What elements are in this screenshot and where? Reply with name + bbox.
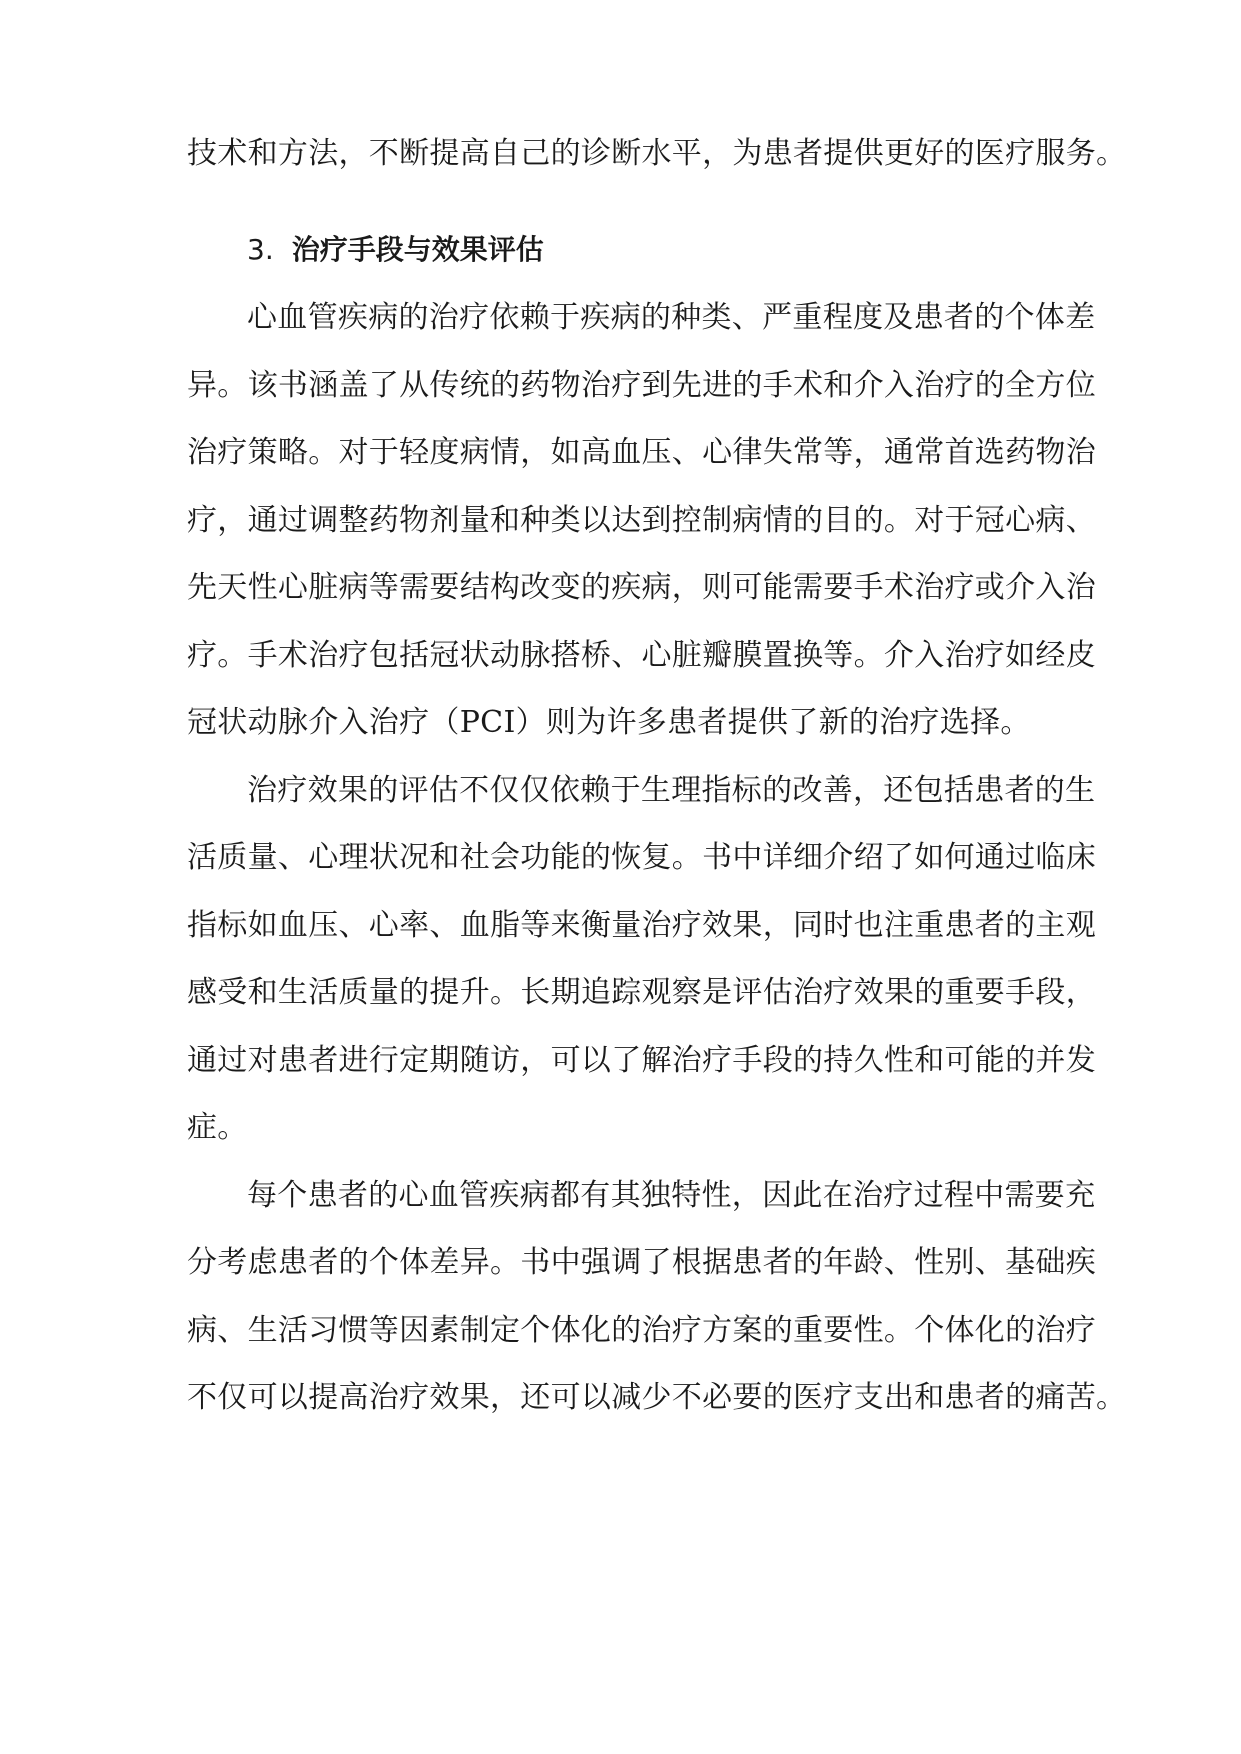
section-title: 治疗手段与效果评估 xyxy=(291,233,544,266)
paragraph-2-line-5: 通过对患者进行定期随访，可以了解治疗手段的持久性和可能的并发 xyxy=(187,1043,1096,1078)
paragraph-2-line-1: 治疗效果的评估不仅仅依赖于生理指标的改善，还包括患者的生 xyxy=(247,773,1096,808)
carryover-text-line: 技术和方法，不断提高自己的诊断水平，为患者提供更好的医疗服务。 xyxy=(187,136,1127,171)
paragraph-1-line-4: 疗，通过调整药物剂量和种类以达到控制病情的目的。对于冠心病、 xyxy=(187,503,1096,538)
paragraph-1-line-1: 心血管疾病的治疗依赖于疾病的种类、严重程度及患者的个体差 xyxy=(247,300,1096,335)
paragraph-1-line-3: 治疗策略。对于轻度病情，如高血压、心律失常等，通常首选药物治 xyxy=(187,435,1096,470)
paragraph-3-line-1: 每个患者的心血管疾病都有其独特性，因此在治疗过程中需要充 xyxy=(247,1178,1096,1213)
paragraph-1-line-5: 先天性心脏病等需要结构改变的疾病，则可能需要手术治疗或介入治 xyxy=(187,570,1096,605)
paragraph-3-line-4: 不仅可以提高治疗效果，还可以减少不必要的医疗支出和患者的痛苦。 xyxy=(187,1380,1127,1415)
paragraph-2-line-6: 症。 xyxy=(187,1110,248,1145)
paragraph-3-line-2: 分考虑患者的个体差异。书中强调了根据患者的年龄、性别、基础疾 xyxy=(187,1245,1096,1280)
paragraph-1-line-7: 冠状动脉介入治疗（PCI）则为许多患者提供了新的治疗选择。 xyxy=(187,705,1031,740)
paragraph-1-line-6: 疗。手术治疗包括冠状动脉搭桥、心脏瓣膜置换等。介入治疗如经皮 xyxy=(187,638,1096,673)
paragraph-2-line-2: 活质量、心理状况和社会功能的恢复。书中详细介绍了如何通过临床 xyxy=(187,840,1096,875)
section-number: 3. xyxy=(247,233,274,266)
section-heading xyxy=(247,230,544,270)
paragraph-3-line-3: 病、生活习惯等因素制定个体化的治疗方案的重要性。个体化的治疗 xyxy=(187,1313,1096,1348)
paragraph-1-line-2: 异。该书涵盖了从传统的药物治疗到先进的手术和介入治疗的全方位 xyxy=(187,368,1096,403)
paragraph-2-line-4: 感受和生活质量的提升。长期追踪观察是评估治疗效果的重要手段， xyxy=(187,975,1096,1010)
paragraph-2-line-3: 指标如血压、心率、血脂等来衡量治疗效果，同时也注重患者的主观 xyxy=(187,908,1096,943)
